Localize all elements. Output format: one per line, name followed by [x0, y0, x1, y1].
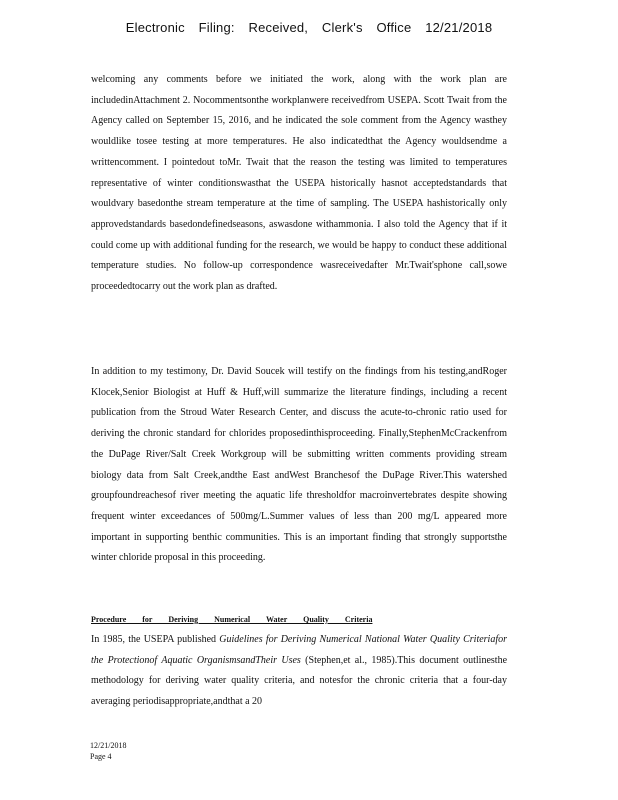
section-heading: Procedure for Deriving Numerical Water Quality Criteria [91, 615, 373, 624]
page-footer [90, 740, 126, 762]
section-paragraph [91, 630, 507, 713]
guidelines-title: Guidelines for Deriving Numerical National Water Quality Criteriafor the Protectionof Aquatic OrganismsandTheir Uses [91, 634, 507, 666]
footer-date: 12/21/2018 [90, 741, 127, 750]
paragraph-text: welcoming any comments before we initiated the work, along with the work plan are includedinAttachment 2. Nocommentsonthe workplanwere receivedfrom USEPA. Scott Twait from the Agency called on September 15, 2016, and he indicated the sole comment from the Agency wasthey wouldlike tosee testing at more temperatures. He also indicatedthat the Agency wouldsendme a writtencomment. I pointedout toMr. Twait that the reason the testing was limited to temperatures representative of winter conditionswasthat the USEPA historically hasnot acceptedstandards that wouldvary basedonthe stream temperature at the time of sampling. The USEPA hashistorically only approvedstandards basedondefinedseasons, aswasdone withammonia. I also told the Agency that if it could come up with additional funding for the research, we would be happy to conduct these additional temperature studies. No follow-up correspondence wasreceivedafter Mr.Twait'sphone call,sowe proceededtocarry out the work plan as drafted. [91, 74, 507, 293]
filing-stamp: Electronic Filing: Received, Clerk's Office 12/21/2018 [125, 20, 493, 35]
procedure-section [91, 610, 507, 713]
section-rest: (Stephen,et al., 1985).This document outlinesthe methodology for deriving water quality criteria, and notesfor the chronic criteria that a four-day averaging periodisappropriate,andthat a 20 [91, 654, 508, 708]
section-intro: In 1985, the USEPA published [91, 634, 220, 645]
body-paragraph-2 [91, 362, 507, 569]
paragraph-text: In addition to my testimony, Dr. David Soucek will testify on the findings from his testing,andRoger Klocek,Senior Biologist at Huff & Huff,will summarize the literature findings, including a recent publication from the Stroud Water Research Center, and discuss the acute-to-chronic ratio used for deriving the chronic standard for chlorides proposedinthisproceeding. Finally,StephenMcCrackenfrom the DuPage River/Salt Creek Workgroup will be submitting written comments providing stream biology data from Salt Creek,andthe East andWest Branchesof the DuPage River.This watershed groupfoundreachesof river meeting the aquatic life thresholdfor macroinvertebrates despite showing frequent winter exceedances of 500mg/L.Summer values of less than 200 mg/L appeared more important in supporting benthic communities. This is an important finding that strongly supportsthe winter chloride proposal in this proceeding. [91, 366, 507, 564]
body-paragraph-1 [91, 70, 507, 298]
page-number: Page 4 [90, 752, 112, 761]
